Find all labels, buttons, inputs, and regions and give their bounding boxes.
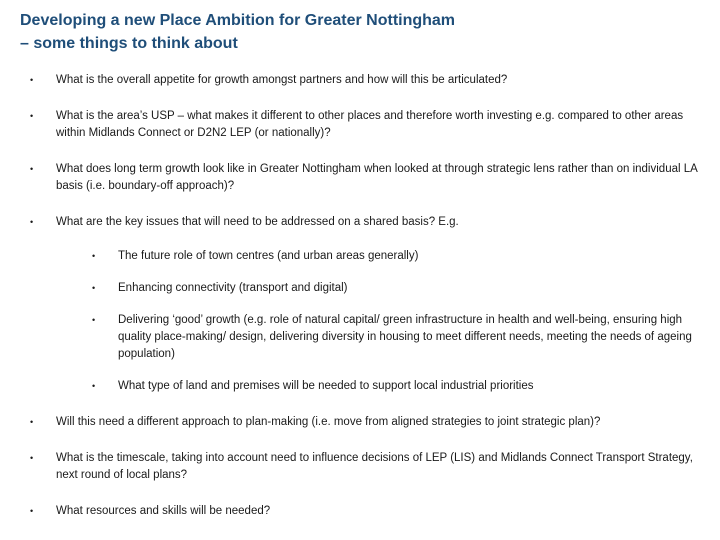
bullet-icon: • — [92, 251, 96, 261]
key-issue-text: Delivering ‘good’ growth (e.g. role of natural capital/ green infrastructure in health and well-being, ensuring high quality place-making/ design, delivering diversity in housing to meet different needs, meeting the needs of ageing population) — [118, 314, 692, 360]
question-text: What is the timescale, taking into account need to influence decisions of LEP (LIS) and Midlands Connect Transport Strategy, next round of local plans? — [56, 452, 693, 481]
key-issue-text: What type of land and premises will be needed to support local industrial priorities — [118, 380, 534, 392]
bullet-icon: • — [30, 417, 34, 427]
key-issue-item — [92, 280, 700, 297]
question-item — [30, 450, 700, 484]
page-title-line-1: Developing a new Place Ambition for Greater Nottingham — [20, 12, 456, 29]
bullet-icon: • — [30, 506, 34, 516]
question-text: What is the overall appetite for growth amongst partners and how will this be articulated? — [56, 74, 508, 86]
bullet-icon: • — [30, 217, 34, 227]
question-item — [30, 414, 700, 431]
page-title-line-2: – some things to think about — [20, 35, 238, 52]
bullet-icon: • — [30, 75, 34, 85]
key-issue-item — [92, 312, 700, 363]
bullet-icon: • — [92, 283, 96, 293]
question-item — [30, 72, 700, 89]
key-issue-item — [92, 248, 700, 265]
question-text: What resources and skills will be needed? — [56, 505, 271, 517]
bullet-icon: • — [30, 453, 34, 463]
bullet-icon: • — [92, 381, 96, 391]
key-issue-item — [92, 378, 700, 395]
question-text: Will this need a different approach to plan-making (i.e. move from aligned strategies to joint strategic plan)? — [56, 416, 601, 428]
question-text: What is the area’s USP – what makes it different to other places and therefore worth investing e.g. compared to other areas within Midlands Connect or D2N2 LEP (or nationally)? — [56, 110, 684, 139]
page-title — [20, 9, 700, 55]
bullet-icon: • — [30, 111, 34, 121]
key-issue-text: Enhancing connectivity (transport and digital) — [118, 282, 348, 294]
key-issue-text: The future role of town centres (and urban areas generally) — [118, 250, 419, 262]
question-item — [30, 108, 700, 142]
question-list — [30, 72, 700, 539]
question-text: What are the key issues that will need to be addressed on a shared basis? E.g. — [56, 216, 459, 228]
question-text: What does long term growth look like in Greater Nottingham when looked at through strategic lens rather than on individual LA basis (i.e. boundary-off approach)? — [56, 163, 698, 192]
bullet-icon: • — [92, 315, 96, 325]
question-item — [30, 214, 700, 395]
question-item — [30, 161, 700, 195]
bullet-icon: • — [30, 164, 34, 174]
key-issues-list — [56, 248, 700, 395]
question-item — [30, 503, 700, 520]
